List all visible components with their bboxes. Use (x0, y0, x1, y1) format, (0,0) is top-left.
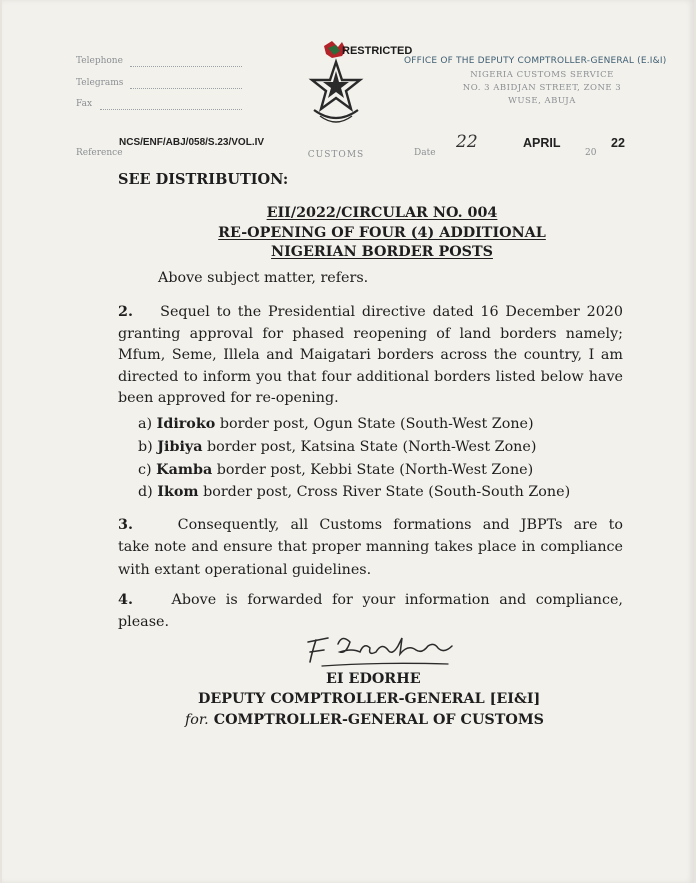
paragraph-2-body: granting approval for phased reopening of land borders namely; Mfum, Seme, Illela and Maigatari borders across the country, I am directed to inform you that four additional borders listed below have been approved for re-opening. (118, 325, 623, 407)
letter-page (2, 0, 694, 883)
paragraph-2-number: 2. (118, 304, 133, 320)
date-year: 22 (611, 136, 625, 150)
year-prefix: 20 (585, 148, 597, 158)
fax-line (100, 109, 242, 110)
paragraph-4-first-line: Above is forwarded for your information and compliance, (171, 592, 623, 608)
opening-line: Above subject matter, refers. (158, 270, 369, 286)
fax-label: Fax (76, 99, 93, 109)
paragraph-4 (118, 590, 623, 633)
address-line-2: NO. 3 ABIDJAN STREET, ZONE 3 (462, 83, 622, 93)
telegrams-line (130, 88, 242, 89)
signatory-name: EI EDORHE (326, 671, 421, 687)
list-item: c) Kamba border post, Kebbi State (North-West Zone) (138, 461, 534, 478)
date-label: Date (414, 148, 436, 158)
subject-line-1: RE-OPENING OF FOUR (4) ADDITIONAL (218, 225, 546, 241)
list-item: b) Jibiya border post, Katsina State (North-West Zone) (138, 438, 537, 455)
address-line-3: WUSE, ABUJA (508, 96, 576, 106)
paragraph-3-first-line: Consequently, all Customs formations and JBPTs are to (177, 517, 623, 533)
telephone-label: Telephone (76, 56, 123, 66)
date-month: APRIL (523, 136, 561, 150)
subject-line-2: NIGERIAN BORDER POSTS (271, 244, 493, 260)
circular-number: EII/2022/CIRCULAR NO. 004 (266, 205, 498, 221)
border-post-list (138, 413, 618, 504)
paragraph-3 (118, 514, 623, 581)
paragraph-4-number: 4. (118, 592, 133, 608)
for-prefix: for. (185, 712, 209, 728)
paragraph-2 (118, 302, 623, 410)
reference-number: NCS/ENF/ABJ/058/S.23/VOL.IV (119, 137, 265, 148)
paragraph-3-body: take note and ensure that proper manning takes place in compliance with extant operational guidelines. (118, 539, 623, 578)
address-line-1: NIGERIA CUSTOMS SERVICE (470, 70, 614, 80)
office-title: OFFICE OF THE DEPUTY COMPTROLLER-GENERAL (E.I&I) (404, 56, 667, 66)
paragraph-4-body: please. (118, 613, 170, 630)
date-day-handwritten: 22 (456, 132, 478, 152)
paragraph-3-number: 3. (118, 517, 133, 533)
signatory-for-line (185, 712, 544, 728)
signature (298, 628, 458, 672)
list-item: a) Idiroko border post, Ogun State (South-West Zone) (138, 416, 534, 432)
see-distribution: SEE DISTRIBUTION: (118, 171, 289, 188)
emblem-caption: CUSTOMS (307, 150, 365, 160)
restricted-mark: RESTRICTED (342, 45, 413, 57)
telegrams-label: Telegrams (76, 78, 124, 88)
list-item: d) Ikom border post, Cross River State (South-South Zone) (138, 484, 571, 501)
signatory-title: DEPUTY COMPTROLLER-GENERAL [EI&I] (198, 691, 541, 707)
telephone-line (130, 66, 242, 67)
for-text: COMPTROLLER-GENERAL OF CUSTOMS (213, 712, 544, 728)
reference-label: Reference (76, 148, 123, 158)
paragraph-2-first-line: Sequel to the Presidential directive dated 16 December 2020 (160, 304, 623, 320)
